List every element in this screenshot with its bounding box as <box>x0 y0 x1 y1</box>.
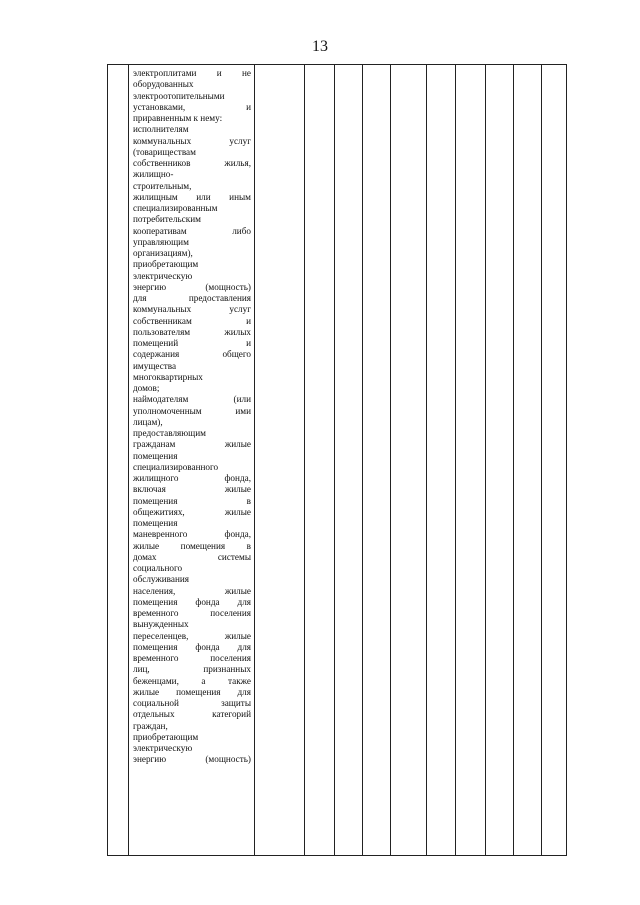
description-line: организациям), <box>133 248 193 258</box>
value-cell <box>335 65 363 856</box>
value-cell <box>456 65 486 856</box>
value-cell <box>427 65 456 856</box>
description-line: специализированного <box>133 461 219 472</box>
description-line: помещения в <box>133 495 251 506</box>
description-line: переселенцев, жилые <box>133 630 251 641</box>
description-line: помещения <box>133 450 178 461</box>
description-line: лицам), <box>133 416 163 427</box>
description-line: общежитиях, жилые <box>133 506 251 517</box>
description-line: электроотопительными <box>133 90 225 101</box>
description-line: маневренного фонда, <box>133 529 251 540</box>
description-line: помещений и <box>133 338 251 348</box>
tariff-table <box>107 64 567 856</box>
value-cell <box>305 65 335 856</box>
description-line: социальной защиты <box>133 698 251 708</box>
description-line: кооперативам либо <box>133 225 251 236</box>
description-line: жилищного фонда, <box>133 473 251 483</box>
description-line: домах системы <box>133 551 251 562</box>
description-line: приобретающим <box>133 259 199 270</box>
description-line: беженцами, а также <box>133 675 251 686</box>
description-line: наймодателям (или <box>133 394 251 405</box>
description-line: многоквартирных <box>133 371 203 382</box>
value-cell <box>391 65 427 856</box>
description-line: содержания общего <box>133 349 251 360</box>
description-line: электрическую <box>133 270 193 281</box>
description-line: электрическую <box>133 743 193 753</box>
description-line: потребительским <box>133 214 201 225</box>
description-line: жилые помещения в <box>133 540 251 551</box>
description-line: энергию (мощность) <box>133 281 251 292</box>
description-line: собственникам и <box>133 315 251 326</box>
value-cell <box>255 65 305 856</box>
description-line: установками, и <box>133 101 251 112</box>
description-line: собственников жилья, <box>133 158 251 168</box>
description-line: отдельных категорий <box>133 709 251 720</box>
value-cell <box>363 65 391 856</box>
description-line: приравненным к нему: <box>133 113 223 123</box>
description-line: пользователям жилых <box>133 326 251 337</box>
description-line: помещения фонда для <box>133 596 251 607</box>
description-line: помещения <box>133 518 178 528</box>
description-line: жилищным или иным <box>133 191 251 202</box>
description-line: граждан, <box>133 720 168 731</box>
description-line: приобретающим <box>133 731 199 742</box>
description-line: домов; <box>133 383 160 393</box>
value-cell <box>514 65 542 856</box>
description-line: уполномоченным ими <box>133 405 251 416</box>
description-line: специализированным <box>133 203 218 213</box>
description-line: энергию (мощность) <box>133 754 251 765</box>
description-line: предоставляющим <box>133 428 206 438</box>
value-cell <box>486 65 514 856</box>
number-cell <box>108 65 129 856</box>
description-line: управляющим <box>133 236 189 247</box>
description-line: оборудованных <box>133 79 194 90</box>
value-cell <box>542 65 567 856</box>
table-row <box>108 65 567 856</box>
description-line: коммунальных услуг <box>133 135 251 146</box>
description-line: для предоставления <box>133 293 251 303</box>
description-line: включая жилые <box>133 484 251 495</box>
description-line: временного поселения <box>133 653 251 663</box>
description-line: имущества <box>133 360 177 371</box>
description-line: строительным, <box>133 180 192 191</box>
description-line: жилые помещения для <box>133 686 251 697</box>
page-number: 13 <box>312 38 328 55</box>
description-line: электроплитами и не <box>133 68 251 78</box>
description-line: жилищно- <box>133 169 174 180</box>
description-line: временного поселения <box>133 608 251 618</box>
description-line: лиц, признанных <box>133 664 251 675</box>
description-line: обслуживания <box>133 574 190 585</box>
description-line: вынужденных <box>133 619 189 630</box>
description-line: коммунальных услуг <box>133 304 251 315</box>
description-line: социального <box>133 563 183 573</box>
description-line: гражданам жилые <box>133 439 251 450</box>
description-line: населения, жилые <box>133 585 251 596</box>
description-line: помещения фонда для <box>133 641 251 652</box>
consumer-description-cell <box>129 65 255 856</box>
description-line: (товариществам <box>133 146 196 157</box>
description-line: исполнителям <box>133 124 189 135</box>
